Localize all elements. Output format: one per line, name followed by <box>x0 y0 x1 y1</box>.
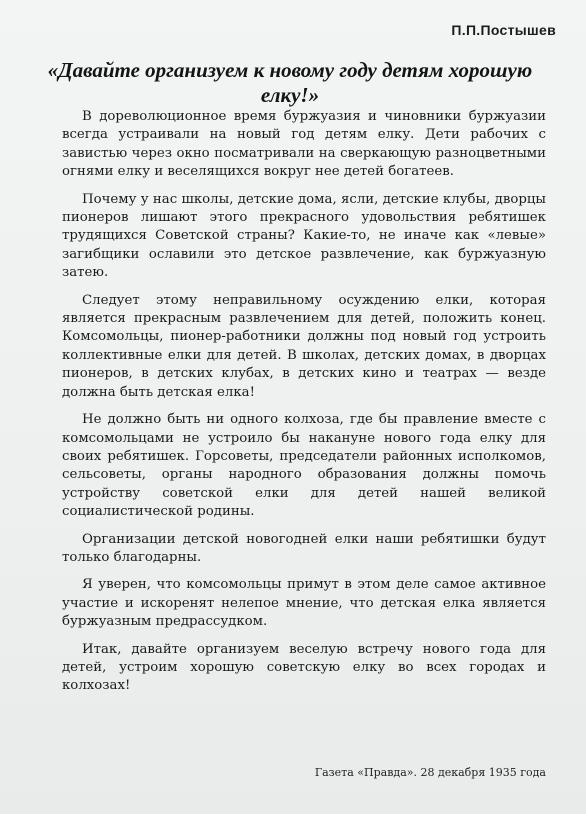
paragraph: Не должно быть ни одного колхоза, где бы правление вместе с комсомольцами не устроило бы накануне нового года елку для своих ребятишек. Горсоветы, председатели районных исполкомов, сельсоветы, органы народного образования должны помочь устройству советской елки для детей нашей великой социалистической родины. <box>62 412 546 520</box>
author-name: П.П.Постышев <box>451 22 556 38</box>
article-title: «Давайте организуем к новому году детям хорошую елку!» <box>47 58 533 107</box>
source-citation: Газета «Правда». 28 декабря 1935 года <box>314 766 546 779</box>
paragraph: Я уверен, что комсомольцы примут в этом деле самое активное участие и искоренят нелепое мнение, что детская елка является буржуазным предрассудком. <box>62 577 546 630</box>
paragraph: В дореволюционное время буржуазия и чиновники буржуазии всегда устраивали на новый год детям елку. Дети рабочих с завистью через окно посматривали на сверкающую разноцветными огнями елку и веселящихся вокруг нее детей богатеев. <box>62 109 546 180</box>
paragraph: Итак, давайте организуем веселую встречу нового года для детей, устроим хорошую советскую елку во всех городах и колхозах! <box>62 641 546 694</box>
article-body <box>62 108 546 705</box>
paragraph: Организации детской новогодней елки наши ребятишки будут только благодарны. <box>62 531 546 565</box>
paragraph: Почему у нас школы, детские дома, ясли, детские клубы, дворцы пионеров лишают этого прекрасного удовольствия ребятишек трудящихся Советской страны? Какие-то, не иначе как «левые» загибщики ославили это детское развлечение, как буржуазную затею. <box>62 191 546 281</box>
paragraph: Следует этому неправильному осуждению елки, которая является прекрасным развлечением для детей, положить конец. Комсомольцы, пионер-работники должны под новый год устроить коллективные елки для детей. В школах, детских домах, в дворцах пионеров, в детских клубах, в детских кино и театрах — везде должна быть детская елка! <box>62 292 546 400</box>
